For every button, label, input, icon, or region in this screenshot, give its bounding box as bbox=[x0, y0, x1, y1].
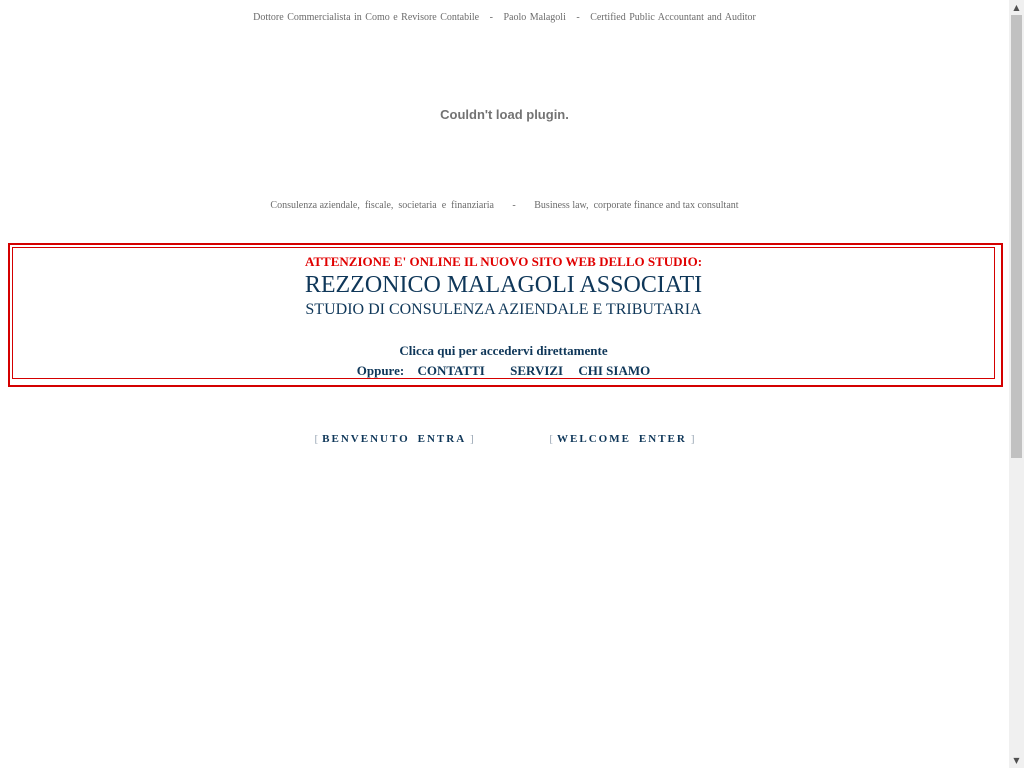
bracket-open: [ bbox=[549, 433, 554, 445]
chi-siamo-link[interactable]: CHI SIAMO bbox=[578, 363, 651, 378]
benvenuto-text: BENVENUTO bbox=[322, 433, 410, 445]
scroll-down-arrow-icon[interactable]: ▼ bbox=[1013, 756, 1020, 765]
scroll-up-arrow-icon[interactable]: ▲ bbox=[1013, 3, 1020, 12]
notice-alert-text: ATTENZIONE E' ONLINE IL NUOVO SITO WEB DELLO STUDIO: bbox=[304, 254, 703, 269]
header-separator: - bbox=[489, 12, 493, 23]
vertical-scrollbar[interactable] bbox=[1009, 0, 1024, 768]
subheader-right-text: Business law, corporate finance and tax consultant bbox=[534, 200, 739, 211]
contatti-link[interactable]: CONTATTI bbox=[417, 363, 485, 378]
welcome-text: WELCOME bbox=[557, 433, 631, 445]
header-separator: - bbox=[576, 12, 580, 23]
header-line bbox=[0, 12, 1009, 23]
header-left-text: Dottore Commercialista in Como e Revisore Contabile bbox=[253, 12, 480, 23]
bracket-close: ] bbox=[470, 433, 474, 445]
welcome-enter-link[interactable] bbox=[557, 433, 687, 445]
enter-links-row bbox=[0, 433, 1009, 445]
notice-inner-border bbox=[12, 247, 995, 379]
benvenuto-entra-link[interactable] bbox=[322, 433, 466, 445]
subheader-separator: - bbox=[512, 200, 516, 211]
oppure-label: Oppure: bbox=[356, 363, 405, 378]
notice-title-link[interactable]: REZZONICO MALAGOLI ASSOCIATI bbox=[304, 272, 703, 298]
subheader-left-text: Consulenza aziendale, fiscale, societaria e finanziaria bbox=[270, 200, 494, 211]
notice-subtitle: STUDIO DI CONSULENZA AZIENDALE E TRIBUTARIA bbox=[305, 301, 702, 318]
subheader-line bbox=[0, 200, 1009, 211]
notice-links-row bbox=[13, 363, 994, 379]
notice-click-link[interactable]: Clicca qui per accedervi direttamente bbox=[399, 343, 608, 358]
enter-text: ENTER bbox=[638, 433, 687, 445]
new-site-notice-box bbox=[8, 243, 1003, 387]
bracket-close: ] bbox=[690, 433, 695, 445]
servizi-link[interactable]: SERVIZI bbox=[510, 363, 564, 378]
header-name: Paolo Malagoli bbox=[503, 12, 566, 23]
header-right-text: Certified Public Accountant and Auditor bbox=[590, 12, 756, 23]
entra-text: ENTRA bbox=[417, 433, 467, 445]
bracket-open: [ bbox=[314, 433, 319, 445]
plugin-error-message: Couldn't load plugin. bbox=[440, 107, 569, 122]
scrollbar-thumb[interactable] bbox=[1011, 15, 1022, 458]
